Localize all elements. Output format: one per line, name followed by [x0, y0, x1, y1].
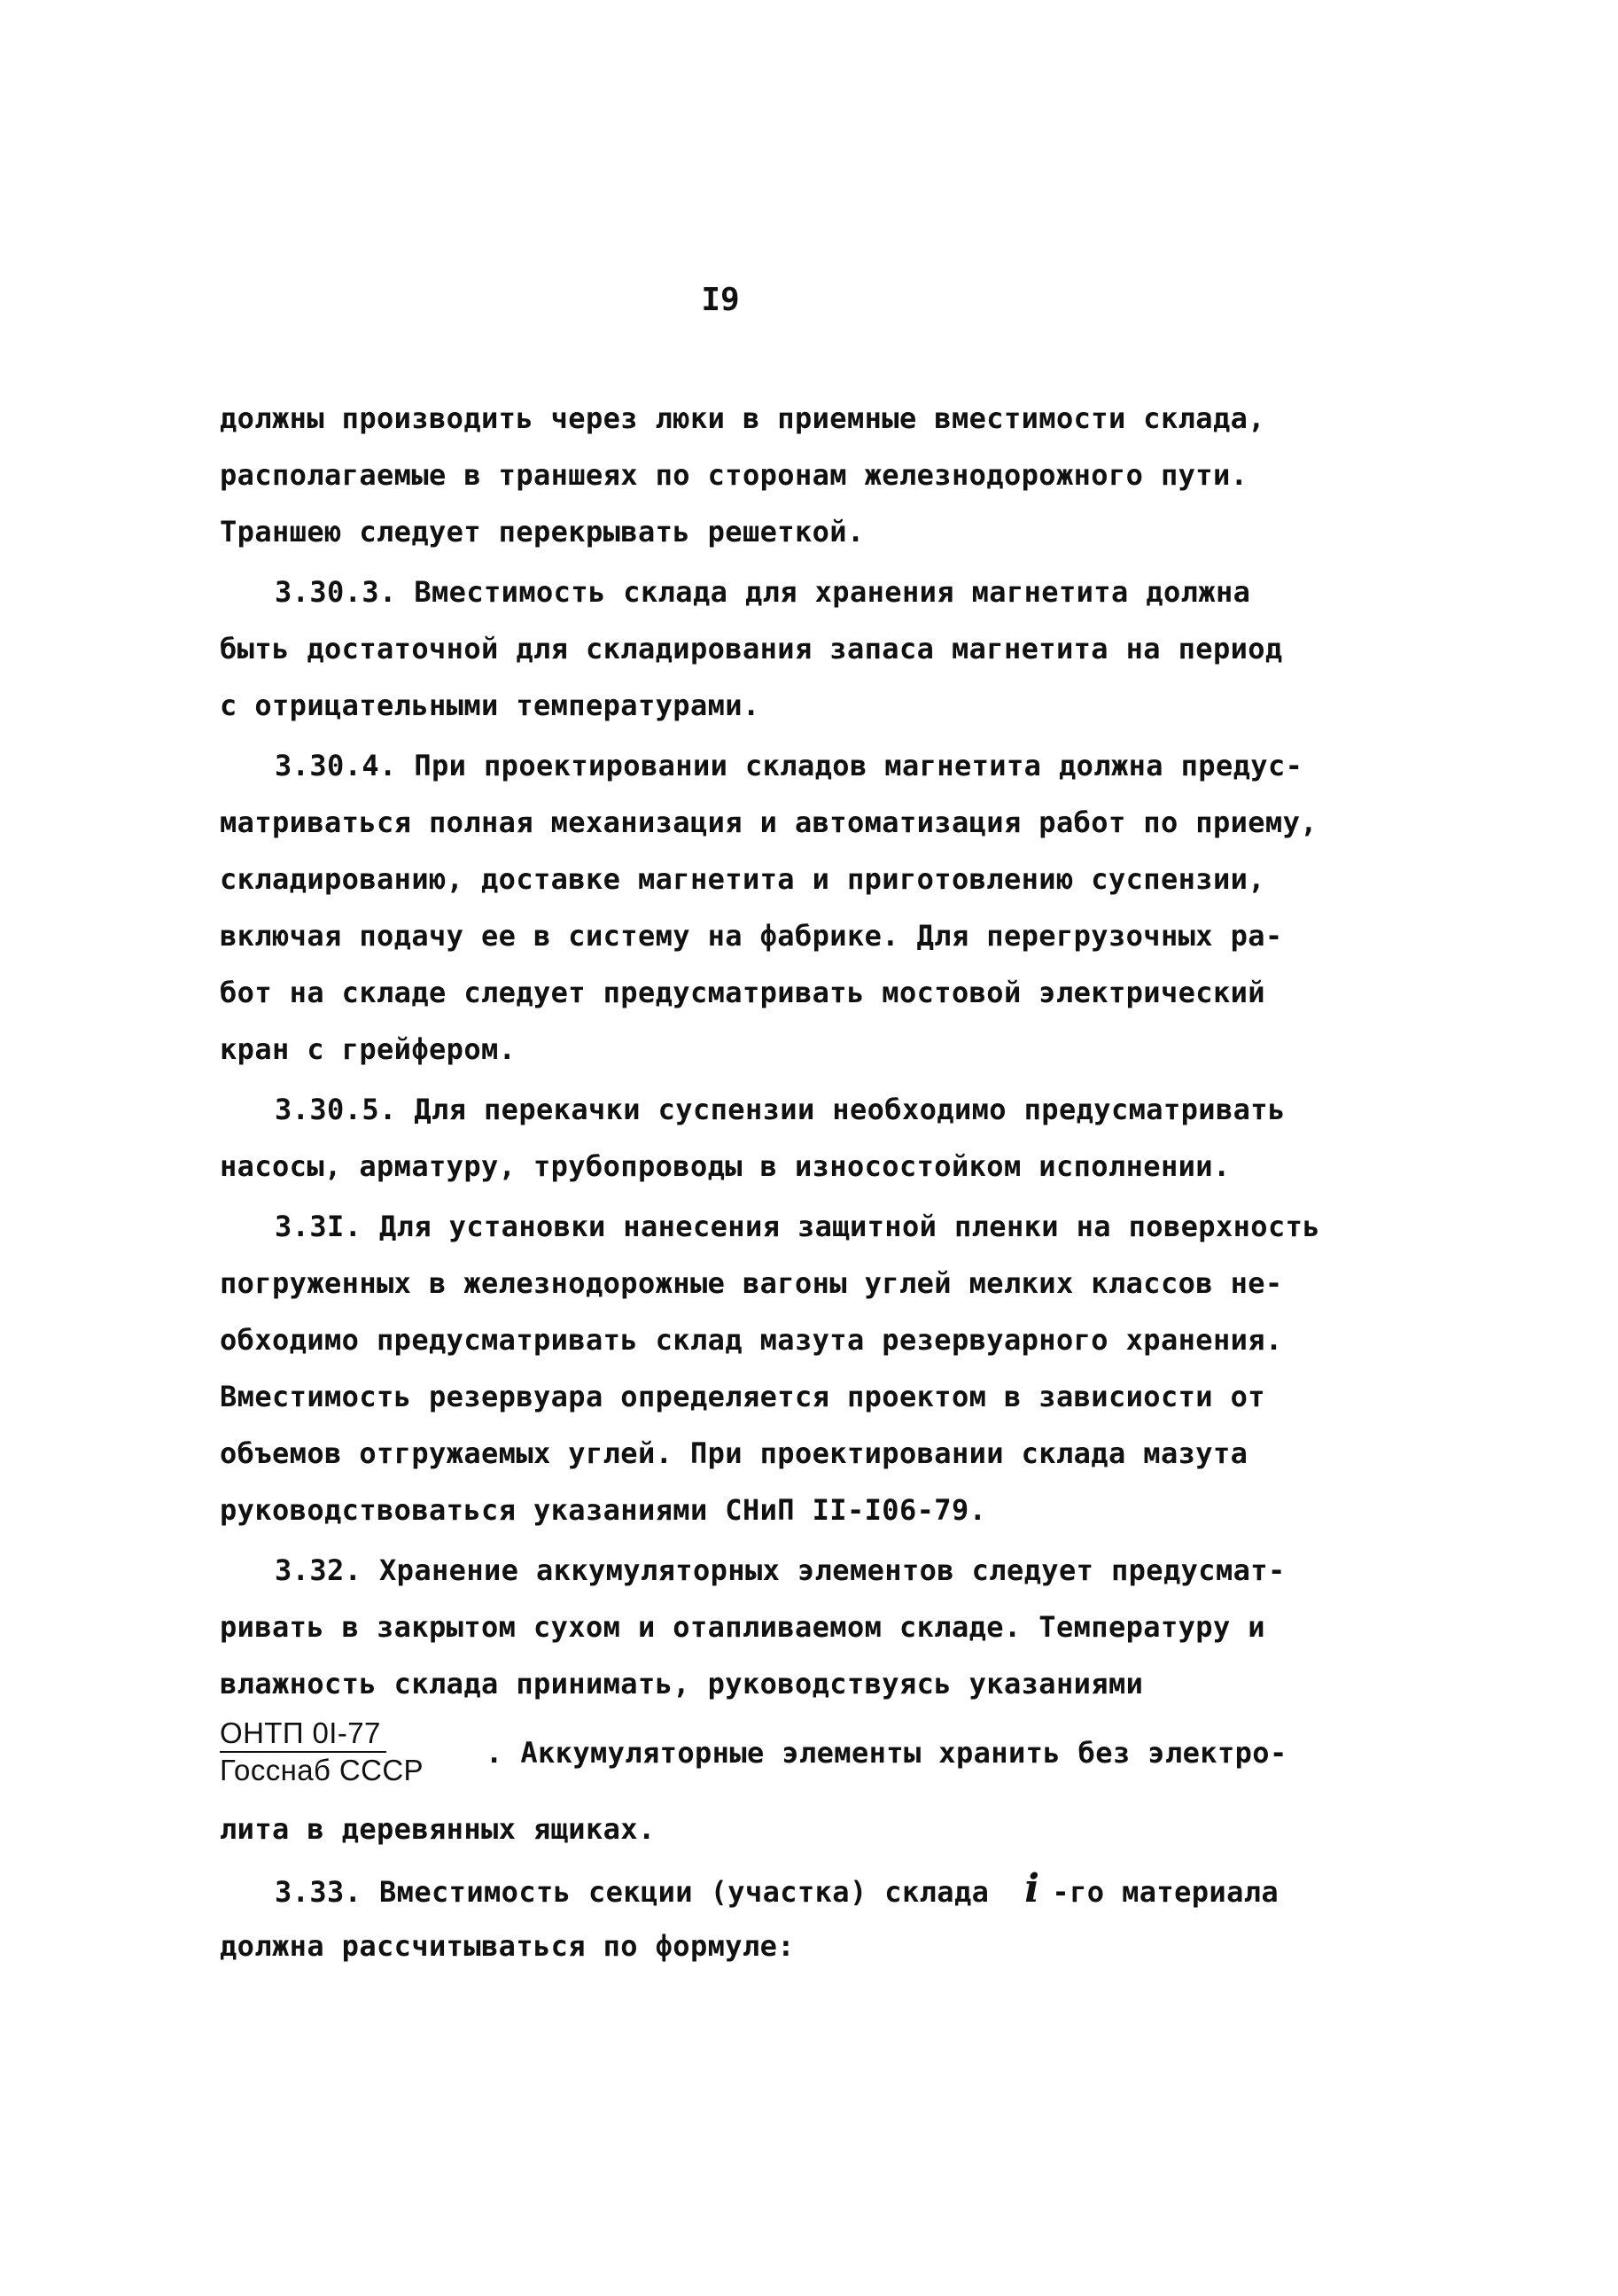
text-line: Вместимость резервуара определяется проектом в зависиости от — [220, 1380, 1265, 1413]
text-line: включая подачу ее в систему на фабрике. Для перегрузочных ра- — [220, 919, 1283, 953]
clause-3-33-text: 3.33. Вместимость секции (участка) склада — [275, 1875, 990, 1909]
text-line: быть достаточной для складирования запаса магнетита на период — [220, 632, 1283, 665]
clause-3-33-suffix: -го материала — [1052, 1875, 1280, 1909]
reference-stack — [220, 1716, 424, 1788]
text-line: должны производить через люки в приемные вместимости склада, — [220, 401, 1265, 435]
text-line: ривать в закрытом сухом и отапливаемом складе. Температуру и — [220, 1610, 1265, 1644]
text-line: складированию, доставке магнетита и приготовлению суспензии, — [220, 862, 1265, 896]
reference-code: ОНТП 0I-77 — [220, 1716, 386, 1753]
page-number: I9 — [701, 282, 740, 318]
index-symbol: i — [1024, 1866, 1040, 1911]
text-line: руководствоваться указаниями СНиП II-I06-79. — [220, 1493, 987, 1527]
clause-3-31: 3.3I. Для установки нанесения защитной пленки на поверхность — [275, 1210, 1320, 1243]
text-line: объемов отгружаемых углей. При проектировании склада мазута — [220, 1436, 1249, 1470]
clause-3-33 — [220, 1861, 1345, 1918]
clause-3-32: 3.32. Хранение аккумуляторных элементов следует предусмат- — [275, 1553, 1286, 1587]
text-line: насосы, арматуру, трубопроводы в износостойком исполнении. — [220, 1149, 1231, 1183]
text-line: погруженных в железнодорожные вагоны углей мелких классов не- — [220, 1266, 1283, 1300]
text-line: влажность склада принимать, руководствуясь указаниями — [220, 1667, 1144, 1701]
text-line: должна рассчитываться по формуле: — [220, 1929, 795, 1963]
text-line: матриваться полная механизация и автоматизация работ по приему, — [220, 806, 1318, 839]
clause-3-30-3: 3.30.3. Вместимость склада для хранения магнетита должна — [275, 575, 1251, 609]
clause-3-30-5: 3.30.5. Для перекачки суспензии необходимо предусматривать — [275, 1093, 1286, 1126]
clause-3-30-4: 3.30.4. При проектировании складов магнетита должна предус- — [275, 749, 1303, 782]
document-body — [220, 390, 1345, 1974]
text-line: бот на складе следует предусматривать мостовой электрический — [220, 976, 1265, 1009]
text-line: кран с грейфером. — [220, 1032, 517, 1066]
text-line: располагаемые в траншеях по сторонам железнодорожного пути. — [220, 458, 1249, 492]
text-line: лита в деревянных ящиках. — [220, 1812, 656, 1846]
text-line: Траншею следует перекрывать решеткой. — [220, 515, 865, 549]
reference-line — [220, 1712, 1345, 1801]
text-line: обходимо предусматривать склад мазута резервуарного хранения. — [220, 1323, 1283, 1357]
text-line: с отрицательными температурами. — [220, 689, 760, 722]
reference-authority: Госснаб СССР — [220, 1754, 424, 1786]
reference-continuation: . Аккумуляторные элементы хранить без электро- — [486, 1736, 1287, 1770]
